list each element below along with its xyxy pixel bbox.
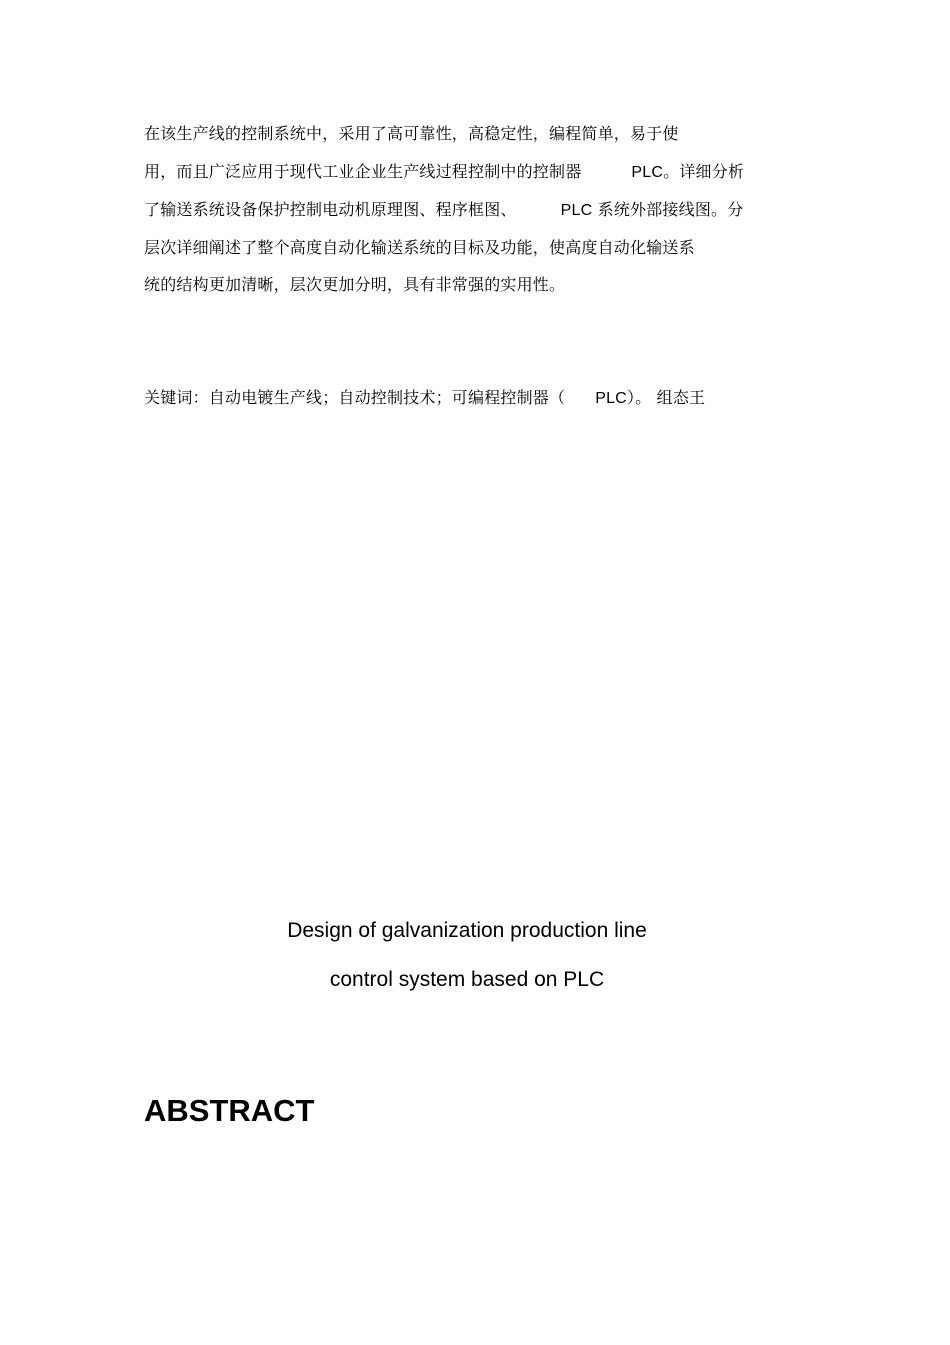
abstract-zh-line-3-tail: 系统外部接线图。分 <box>592 200 744 219</box>
abstract-zh-line-4 <box>144 238 695 258</box>
english-title-line-2: control system based on PLC <box>329 968 605 991</box>
abstract-zh-line-1-text: 在该生产线的控制系统中，采用了高可靠性，高稳定性，编程简单，易于使 <box>144 124 679 143</box>
abstract-zh-line-3 <box>144 200 743 221</box>
abstract-zh-line-2-plc: PLC <box>631 164 664 181</box>
abstract-zh-line-2 <box>144 162 744 183</box>
keywords-zh-text: 关键词：自动电镀生产线；自动控制技术；可编程控制器（ <box>144 388 566 407</box>
abstract-zh-line-4-text: 层次详细阐述了整个高度自动化输送系统的目标及功能，使高度自动化输送系 <box>144 238 695 257</box>
keywords-zh-plc: PLC <box>595 390 627 407</box>
keywords-zh-tail: ）。 组态王 <box>626 388 706 407</box>
abstract-heading: ABSTRACT <box>144 1093 315 1128</box>
keywords-zh <box>144 388 705 409</box>
abstract-zh-line-5 <box>144 275 565 295</box>
abstract-zh-line-5-text: 统的结构更加清晰，层次更加分明，具有非常强的实用性。 <box>144 275 566 294</box>
abstract-zh-line-1 <box>144 124 679 144</box>
english-title-line-1: Design of galvanization production line <box>287 919 647 942</box>
abstract-zh-line-2-tail: 。详细分析 <box>663 162 745 181</box>
abstract-zh-line-2-text: 用，而且广泛应用于现代工业企业生产线过程控制中的控制器 <box>144 162 582 181</box>
abstract-zh-line-3-plc: PLC <box>560 202 593 219</box>
abstract-zh-line-3-text: 了输送系统设备保护控制电动机原理图、程序框图、 <box>144 200 517 219</box>
